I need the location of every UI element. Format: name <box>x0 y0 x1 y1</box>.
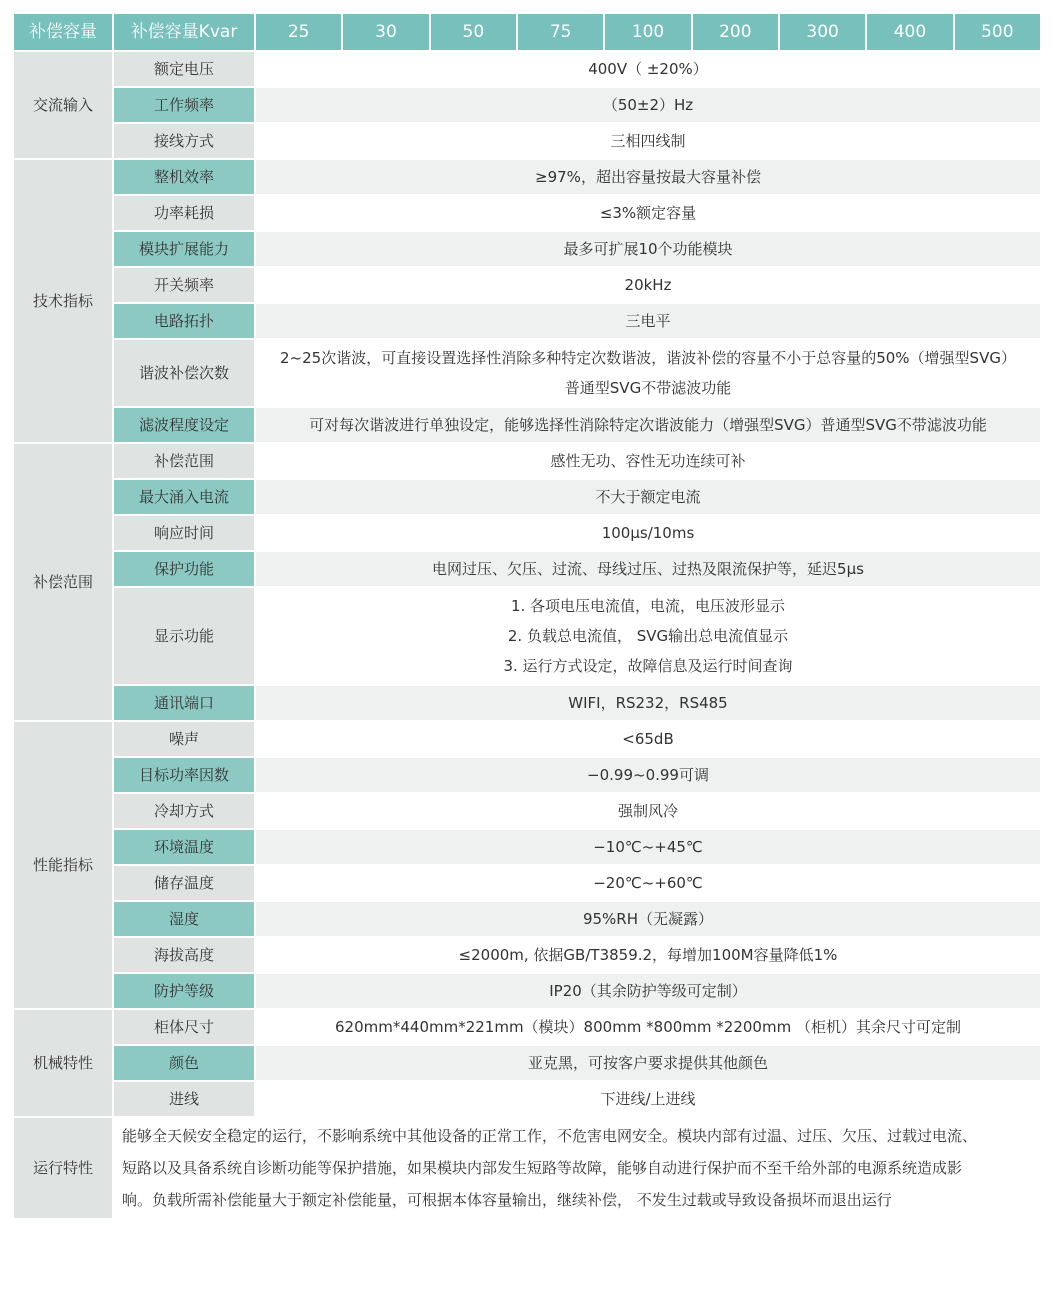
spec-label: 通讯端口 <box>113 685 255 721</box>
spec-row <box>13 587 1041 685</box>
spec-value-line: 感性无功、容性无功连续可补 <box>550 452 746 470</box>
capacity-header-cell: 75 <box>517 13 604 51</box>
spec-row <box>13 973 1041 1009</box>
spec-row <box>13 793 1041 829</box>
capacity-header-cell: 300 <box>779 13 866 51</box>
spec-value <box>255 1009 1041 1045</box>
spec-value-line: 20kHz <box>624 276 672 294</box>
spec-value-line: 不大于额定电流 <box>595 488 701 506</box>
spec-row <box>13 339 1041 407</box>
spec-label: 湿度 <box>113 901 255 937</box>
spec-value-line: 三电平 <box>625 312 671 330</box>
spec-row <box>13 87 1041 123</box>
spec-value-line: 电网过压、欠压、过流、母线过压、过热及限流保护等，延迟5μs <box>432 560 864 578</box>
spec-row <box>13 515 1041 551</box>
spec-value <box>255 159 1041 195</box>
spec-body <box>13 51 1041 1219</box>
spec-value <box>255 685 1041 721</box>
spec-value <box>255 937 1041 973</box>
spec-value-line: 95%RH（无凝露） <box>582 910 714 928</box>
capacity-header-cell: 25 <box>255 13 342 51</box>
group-label: 性能指标 <box>13 721 113 1009</box>
spec-value <box>255 551 1041 587</box>
spec-value <box>255 87 1041 123</box>
spec-row <box>13 443 1041 479</box>
spec-value-line: 可对每次谐波进行单独设定，能够选择性消除特定次谐波能力（增强型SVG）普通型SVG不带滤波功能 <box>309 416 987 434</box>
spec-value <box>255 479 1041 515</box>
spec-value <box>255 1081 1041 1117</box>
spec-value-line: 2. 负载总电流值， SVG输出总电流值显示 <box>507 627 789 645</box>
spec-row <box>13 865 1041 901</box>
spec-label: 功率耗损 <box>113 195 255 231</box>
spec-label: 最大涌入电流 <box>113 479 255 515</box>
header-row <box>13 13 1041 51</box>
header-title: 补偿容量 <box>13 13 113 51</box>
spec-value <box>255 587 1041 685</box>
spec-label: 开关频率 <box>113 267 255 303</box>
spec-label: 海拔高度 <box>113 937 255 973</box>
spec-value-line: 3. 运行方式设定，故障信息及运行时间查询 <box>503 657 793 675</box>
spec-row <box>13 303 1041 339</box>
spec-value-line: 400V（ ±20%） <box>588 60 708 78</box>
capacity-header-cell: 30 <box>342 13 429 51</box>
group-label: 运行特性 <box>13 1117 113 1219</box>
spec-label: 接线方式 <box>113 123 255 159</box>
spec-row <box>13 757 1041 793</box>
spec-row <box>13 1081 1041 1117</box>
spec-value <box>255 267 1041 303</box>
operation-text-line: 短路以及具备系统自诊断功能等保护措施，如果模块内部发生短路等故障，能够自动进行保护而不至千给外部的电源系统造成影 <box>122 1159 963 1177</box>
spec-label: 颜色 <box>113 1045 255 1081</box>
group-label: 技术指标 <box>13 159 113 443</box>
operation-text <box>113 1117 1041 1219</box>
spec-row <box>13 1009 1041 1045</box>
spec-value <box>255 195 1041 231</box>
spec-label: 工作频率 <box>113 87 255 123</box>
spec-label: 环境温度 <box>113 829 255 865</box>
spec-value-line: <65dB <box>622 730 674 748</box>
spec-value-line: ≤3%额定容量 <box>599 204 697 222</box>
spec-value-line: 2~25次谐波，可直接设置选择性消除多种特定次数谐波，谐波补偿的容量不小于总容量的50%（增强型SVG） <box>280 349 1016 367</box>
spec-row <box>13 685 1041 721</box>
spec-row <box>13 123 1041 159</box>
spec-label: 进线 <box>113 1081 255 1117</box>
spec-label: 冷却方式 <box>113 793 255 829</box>
spec-value <box>255 407 1041 443</box>
spec-value-line: 强制风冷 <box>617 802 678 820</box>
capacity-header-cell: 400 <box>866 13 953 51</box>
spec-row <box>13 195 1041 231</box>
spec-label: 谐波补偿次数 <box>113 339 255 407</box>
spec-label: 柜体尺寸 <box>113 1009 255 1045</box>
operation-text-line: 响。负载所需补偿能量大于额定补偿能量，可根据本体容量输出，继续补偿， 不发生过载或导致设备损坏而退出运行 <box>122 1191 892 1209</box>
capacity-header-cell: 500 <box>954 13 1041 51</box>
spec-label: 额定电压 <box>113 51 255 87</box>
spec-row <box>13 407 1041 443</box>
spec-value <box>255 123 1041 159</box>
spec-row <box>13 937 1041 973</box>
spec-value-line: −20℃~+60℃ <box>593 874 703 892</box>
spec-label: 储存温度 <box>113 865 255 901</box>
spec-value <box>255 757 1041 793</box>
capacity-header-cell: 100 <box>604 13 691 51</box>
spec-value-line: 100μs/10ms <box>601 524 695 542</box>
group-label: 机械特性 <box>13 1009 113 1117</box>
spec-label: 响应时间 <box>113 515 255 551</box>
spec-value-line: ≤2000m, 依据GB/T3859.2，每增加100M容量降低1% <box>458 946 838 964</box>
group-label: 补偿范围 <box>13 443 113 721</box>
operation-row <box>13 1117 1041 1219</box>
spec-label: 防护等级 <box>113 973 255 1009</box>
spec-value <box>255 793 1041 829</box>
spec-value-line: （50±2）Hz <box>602 96 694 114</box>
spec-value <box>255 303 1041 339</box>
header-unit-label: 补偿容量Kvar <box>113 13 255 51</box>
capacity-header-cell: 200 <box>692 13 779 51</box>
spec-label: 噪声 <box>113 721 255 757</box>
spec-label: 模块扩展能力 <box>113 231 255 267</box>
spec-value <box>255 721 1041 757</box>
spec-row <box>13 51 1041 87</box>
spec-value <box>255 901 1041 937</box>
spec-value <box>255 865 1041 901</box>
spec-value <box>255 231 1041 267</box>
spec-value-line: 普通型SVG不带滤波功能 <box>564 379 732 397</box>
spec-row <box>13 1045 1041 1081</box>
spec-value-line: 亚克黑，可按客户要求提供其他颜色 <box>527 1054 768 1072</box>
spec-label: 显示功能 <box>113 587 255 685</box>
spec-value <box>255 443 1041 479</box>
spec-value <box>255 973 1041 1009</box>
spec-label: 滤波程度设定 <box>113 407 255 443</box>
spec-table <box>12 12 1042 1220</box>
spec-row <box>13 721 1041 757</box>
spec-value-line: IP20（其余防护等级可定制） <box>549 982 747 1000</box>
spec-value-line: 三相四线制 <box>610 132 686 150</box>
spec-value-line: 620mm*440mm*221mm（模块）800mm *800mm *2200mm （柜机）其余尺寸可定制 <box>335 1018 961 1036</box>
spec-value <box>255 829 1041 865</box>
spec-value-line: 最多可扩展10个功能模块 <box>563 240 733 258</box>
spec-label: 整机效率 <box>113 159 255 195</box>
spec-value <box>255 1045 1041 1081</box>
spec-row <box>13 231 1041 267</box>
group-label: 交流输入 <box>13 51 113 159</box>
spec-row <box>13 551 1041 587</box>
spec-value <box>255 51 1041 87</box>
spec-label: 保护功能 <box>113 551 255 587</box>
spec-value-line: −10℃~+45℃ <box>593 838 703 856</box>
spec-value-line: WIFI，RS232，RS485 <box>568 694 728 712</box>
spec-label: 目标功率因数 <box>113 757 255 793</box>
spec-row <box>13 829 1041 865</box>
spec-value-line: −0.99~0.99可调 <box>587 766 709 784</box>
spec-row <box>13 901 1041 937</box>
capacity-header-cell: 50 <box>430 13 517 51</box>
spec-value-line: 1. 各项电压电流值，电流，电压波形显示 <box>510 597 786 615</box>
spec-value <box>255 515 1041 551</box>
spec-value <box>255 339 1041 407</box>
spec-label: 补偿范围 <box>113 443 255 479</box>
spec-value-line: ≥97%，超出容量按最大容量补偿 <box>535 168 761 186</box>
spec-value-line: 下进线/上进线 <box>600 1090 696 1108</box>
spec-label: 电路拓扑 <box>113 303 255 339</box>
spec-row <box>13 159 1041 195</box>
operation-text-line: 能够全天候安全稳定的运行，不影响系统中其他设备的正常工作，不危害电网安全。模块内部有过温、过压、欠压、过载过电流、 <box>122 1127 978 1145</box>
spec-row <box>13 479 1041 515</box>
spec-row <box>13 267 1041 303</box>
